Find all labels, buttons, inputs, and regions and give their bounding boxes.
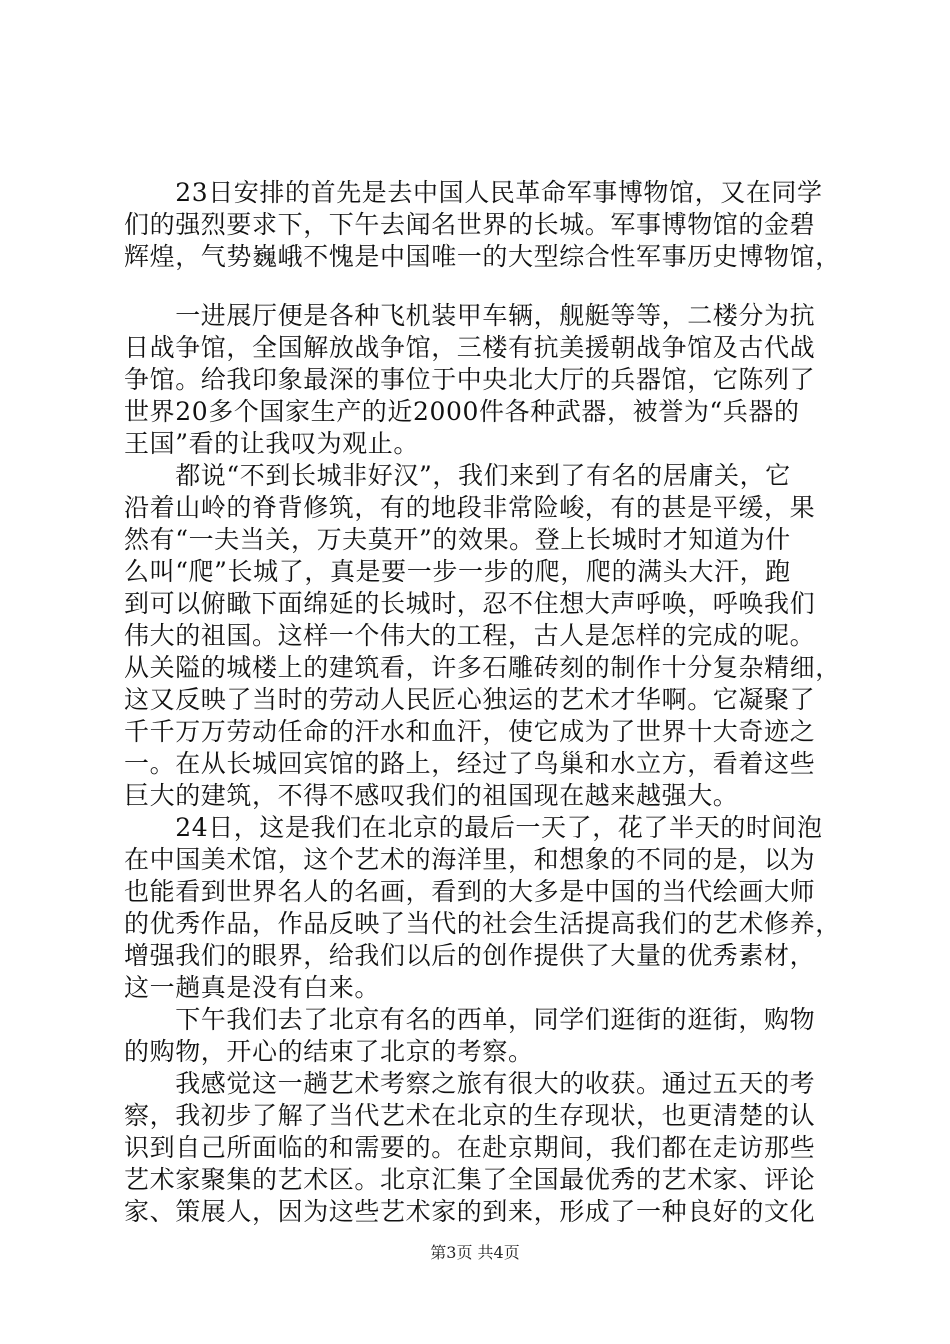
text-line: 这一趟真是没有白来。 [124, 973, 381, 1002]
text-line: 巨大的建筑，不得不感叹我们的祖国现在越来越强大。 [124, 781, 739, 810]
text-line: 日战争馆，全国解放战争馆，三楼有抗美援朝战争馆及古代战 [124, 333, 816, 362]
text-line: 到可以俯瞰下面绵延的长城时，忍不住想大声呼唤，呼唤我们 [124, 589, 816, 618]
text-line: 一进展厅便是各种飞机装甲车辆，舰艇等等，二楼分为抗 [124, 301, 816, 330]
page-footer: 第3页 共4页 [430, 1243, 520, 1262]
text-line: 辉煌，气势巍峨不愧是中国唯一的大型综合性军事历史博物馆， [124, 242, 841, 271]
text-line: 下午我们去了北京有名的西单，同学们逛街的逛街，购物 [124, 1005, 816, 1034]
text-line: 艺术家聚集的艺术区。北京汇集了全国最优秀的艺术家、评论 [124, 1165, 816, 1194]
text-line: 家、策展人，因为这些艺术家的到来，形成了一种良好的文化 [124, 1197, 816, 1226]
text-line: 识到自己所面临的和需要的。在赴京期间，我们都在走访那些 [124, 1133, 816, 1162]
text-line: 从关隘的城楼上的建筑看，许多石雕砖刻的制作十分复杂精细， [124, 653, 841, 682]
text-line: 千千万万劳动任命的汗水和血汗，使它成为了世界十大奇迹之 [124, 717, 816, 746]
text-line: 都说“不到长城非好汉”，我们来到了有名的居庸关，它 [124, 461, 791, 490]
text-line: 的购物，开心的结束了北京的考察。 [124, 1037, 534, 1066]
text-line: 争馆。给我印象最深的事位于中央北大厅的兵器馆，它陈列了 [124, 365, 816, 394]
text-line: 们的强烈要求下，下午去闻名世界的长城。军事博物馆的金碧 [124, 210, 816, 239]
text-line: 我感觉这一趟艺术考察之旅有很大的收获。通过五天的考 [124, 1069, 816, 1098]
text-line: 24日，这是我们在北京的最后一天了，花了半天的时间泡 [124, 813, 823, 842]
text-line: 世界20多个国家生产的近2000件各种武器，被誉为“兵器的 [124, 397, 800, 426]
text-line: 在中国美术馆，这个艺术的海洋里，和想象的不同的是，以为 [124, 845, 816, 874]
text-line: 然有“一夫当关，万夫莫开”的效果。登上长城时才知道为什 [124, 525, 791, 554]
text-line: 增强我们的眼界，给我们以后的创作提供了大量的优秀素材， [124, 941, 816, 970]
text-line: 也能看到世界名人的名画，看到的大多是中国的当代绘画大师 [124, 877, 816, 906]
text-line: 伟大的祖国。这样一个伟大的工程，古人是怎样的完成的呢。 [124, 621, 816, 650]
text-line: 察，我初步了解了当代艺术在北京的生存现状，也更清楚的认 [124, 1101, 816, 1130]
text-line: 一。在从长城回宾馆的路上，经过了鸟巢和水立方，看着这些 [124, 749, 816, 778]
text-line: 沿着山岭的脊背修筑，有的地段非常险峻，有的甚是平缓，果 [124, 493, 816, 522]
text-line: 这又反映了当时的劳动人民匠心独运的艺术才华啊。它凝聚了 [124, 685, 816, 714]
text-line: 么叫“爬”长城了，真是要一步一步的爬，爬的满头大汗，跑 [124, 557, 791, 586]
text-line: 23日安排的首先是去中国人民革命军事博物馆，又在同学 [124, 178, 823, 207]
text-line: 的优秀作品，作品反映了当代的社会生活提高我们的艺术修养， [124, 909, 841, 938]
text-line: 王国”看的让我叹为观止。 [124, 429, 419, 458]
